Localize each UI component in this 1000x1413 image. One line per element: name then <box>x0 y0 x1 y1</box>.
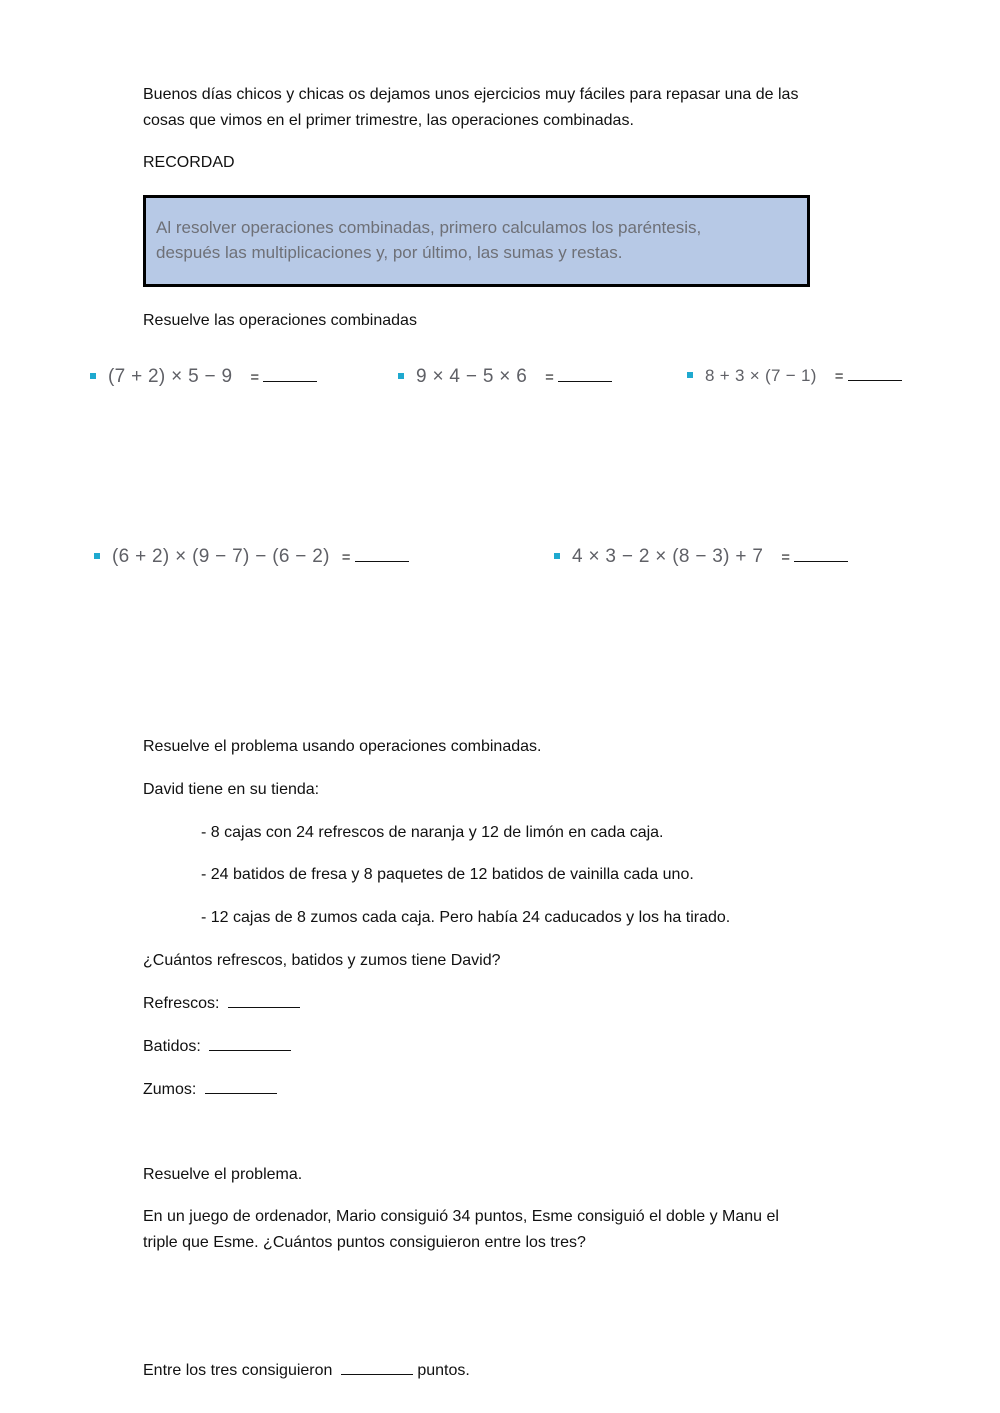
answer-blank-refrescos[interactable] <box>228 993 300 1008</box>
answer-suffix: puntos. <box>417 1362 470 1379</box>
problem-2-answer <box>143 1358 470 1384</box>
equals-sign: = <box>781 549 790 566</box>
answer-label: Refrescos: <box>143 995 220 1012</box>
answer-prefix: Entre los tres consiguieron <box>143 1362 333 1379</box>
operation-expression: 4 × 3 − 2 × (8 − 3) + 7 <box>572 546 764 567</box>
operation-4 <box>94 546 409 568</box>
intro-text-line-1: Buenos días chicos y chicas os dejamos unos ejercicios muy fáciles para repasar una de las <box>143 86 799 103</box>
rule-line-2: después las multiplicaciones y, por último, las sumas y restas. <box>156 243 623 262</box>
operation-expression: 9 × 4 − 5 × 6 <box>416 366 528 387</box>
bullet-icon <box>554 553 560 559</box>
bullet-icon <box>94 553 100 559</box>
rule-box <box>143 195 810 287</box>
bullet-icon <box>90 373 96 379</box>
answer-blank-1[interactable] <box>263 367 317 382</box>
answer-label: Zumos: <box>143 1081 197 1098</box>
equals-sign: = <box>545 369 554 386</box>
answer-batidos <box>143 1034 291 1060</box>
problem-2-text-line-1: En un juego de ordenador, Mario consiguió 34 puntos, Esme consiguió el doble y Manu el <box>143 1208 779 1225</box>
answer-blank-5[interactable] <box>794 547 848 562</box>
operation-2 <box>398 366 612 388</box>
operation-1 <box>90 366 317 388</box>
problem-1-item-3: - 12 cajas de 8 zumos cada caja. Pero había 24 caducados y los ha tirado. <box>201 909 731 926</box>
operation-expression: (7 + 2) × 5 − 9 <box>108 366 233 387</box>
answer-blank-batidos[interactable] <box>209 1036 291 1051</box>
equals-sign: = <box>250 369 260 386</box>
intro-text-line-2: cosas que vimos en el primer trimestre, las operaciones combinadas. <box>143 112 634 129</box>
answer-label: Batidos: <box>143 1038 201 1055</box>
equals-sign: = <box>341 549 351 566</box>
problem-1-title: Resuelve el problema usando operaciones combinadas. <box>143 738 542 755</box>
problem-1-question: ¿Cuántos refrescos, batidos y zumos tiene David? <box>143 952 501 969</box>
answer-blank-4[interactable] <box>355 547 409 562</box>
rule-line-1: Al resolver operaciones combinadas, primero calculamos los paréntesis, <box>156 218 702 237</box>
answer-blank-zumos[interactable] <box>205 1079 277 1094</box>
problem-1-item-1: - 8 cajas con 24 refrescos de naranja y 12 de limón en cada caja. <box>201 824 664 841</box>
recordad-heading: RECORDAD <box>143 154 235 171</box>
exercise-1-title: Resuelve las operaciones combinadas <box>143 312 417 329</box>
equals-sign: = <box>834 368 844 385</box>
answer-blank-2[interactable] <box>558 367 612 382</box>
answer-blank-puntos[interactable] <box>341 1360 413 1375</box>
problem-2-title: Resuelve el problema. <box>143 1166 303 1183</box>
problem-1-intro: David tiene en su tienda: <box>143 781 320 798</box>
problem-2-text-line-2: triple que Esme. ¿Cuántos puntos consiguieron entre los tres? <box>143 1234 586 1251</box>
answer-blank-3[interactable] <box>848 366 902 381</box>
operation-5 <box>554 546 848 568</box>
problem-1-item-2: - 24 batidos de fresa y 8 paquetes de 12 batidos de vainilla cada uno. <box>201 866 694 883</box>
operation-3 <box>687 366 902 386</box>
operation-expression: (6 + 2) × (9 − 7) − (6 − 2) <box>112 546 330 567</box>
operation-expression: 8 + 3 × (7 − 1) <box>705 366 817 385</box>
bullet-icon <box>687 372 693 378</box>
answer-refrescos <box>143 991 300 1017</box>
bullet-icon <box>398 373 404 379</box>
answer-zumos <box>143 1077 277 1103</box>
